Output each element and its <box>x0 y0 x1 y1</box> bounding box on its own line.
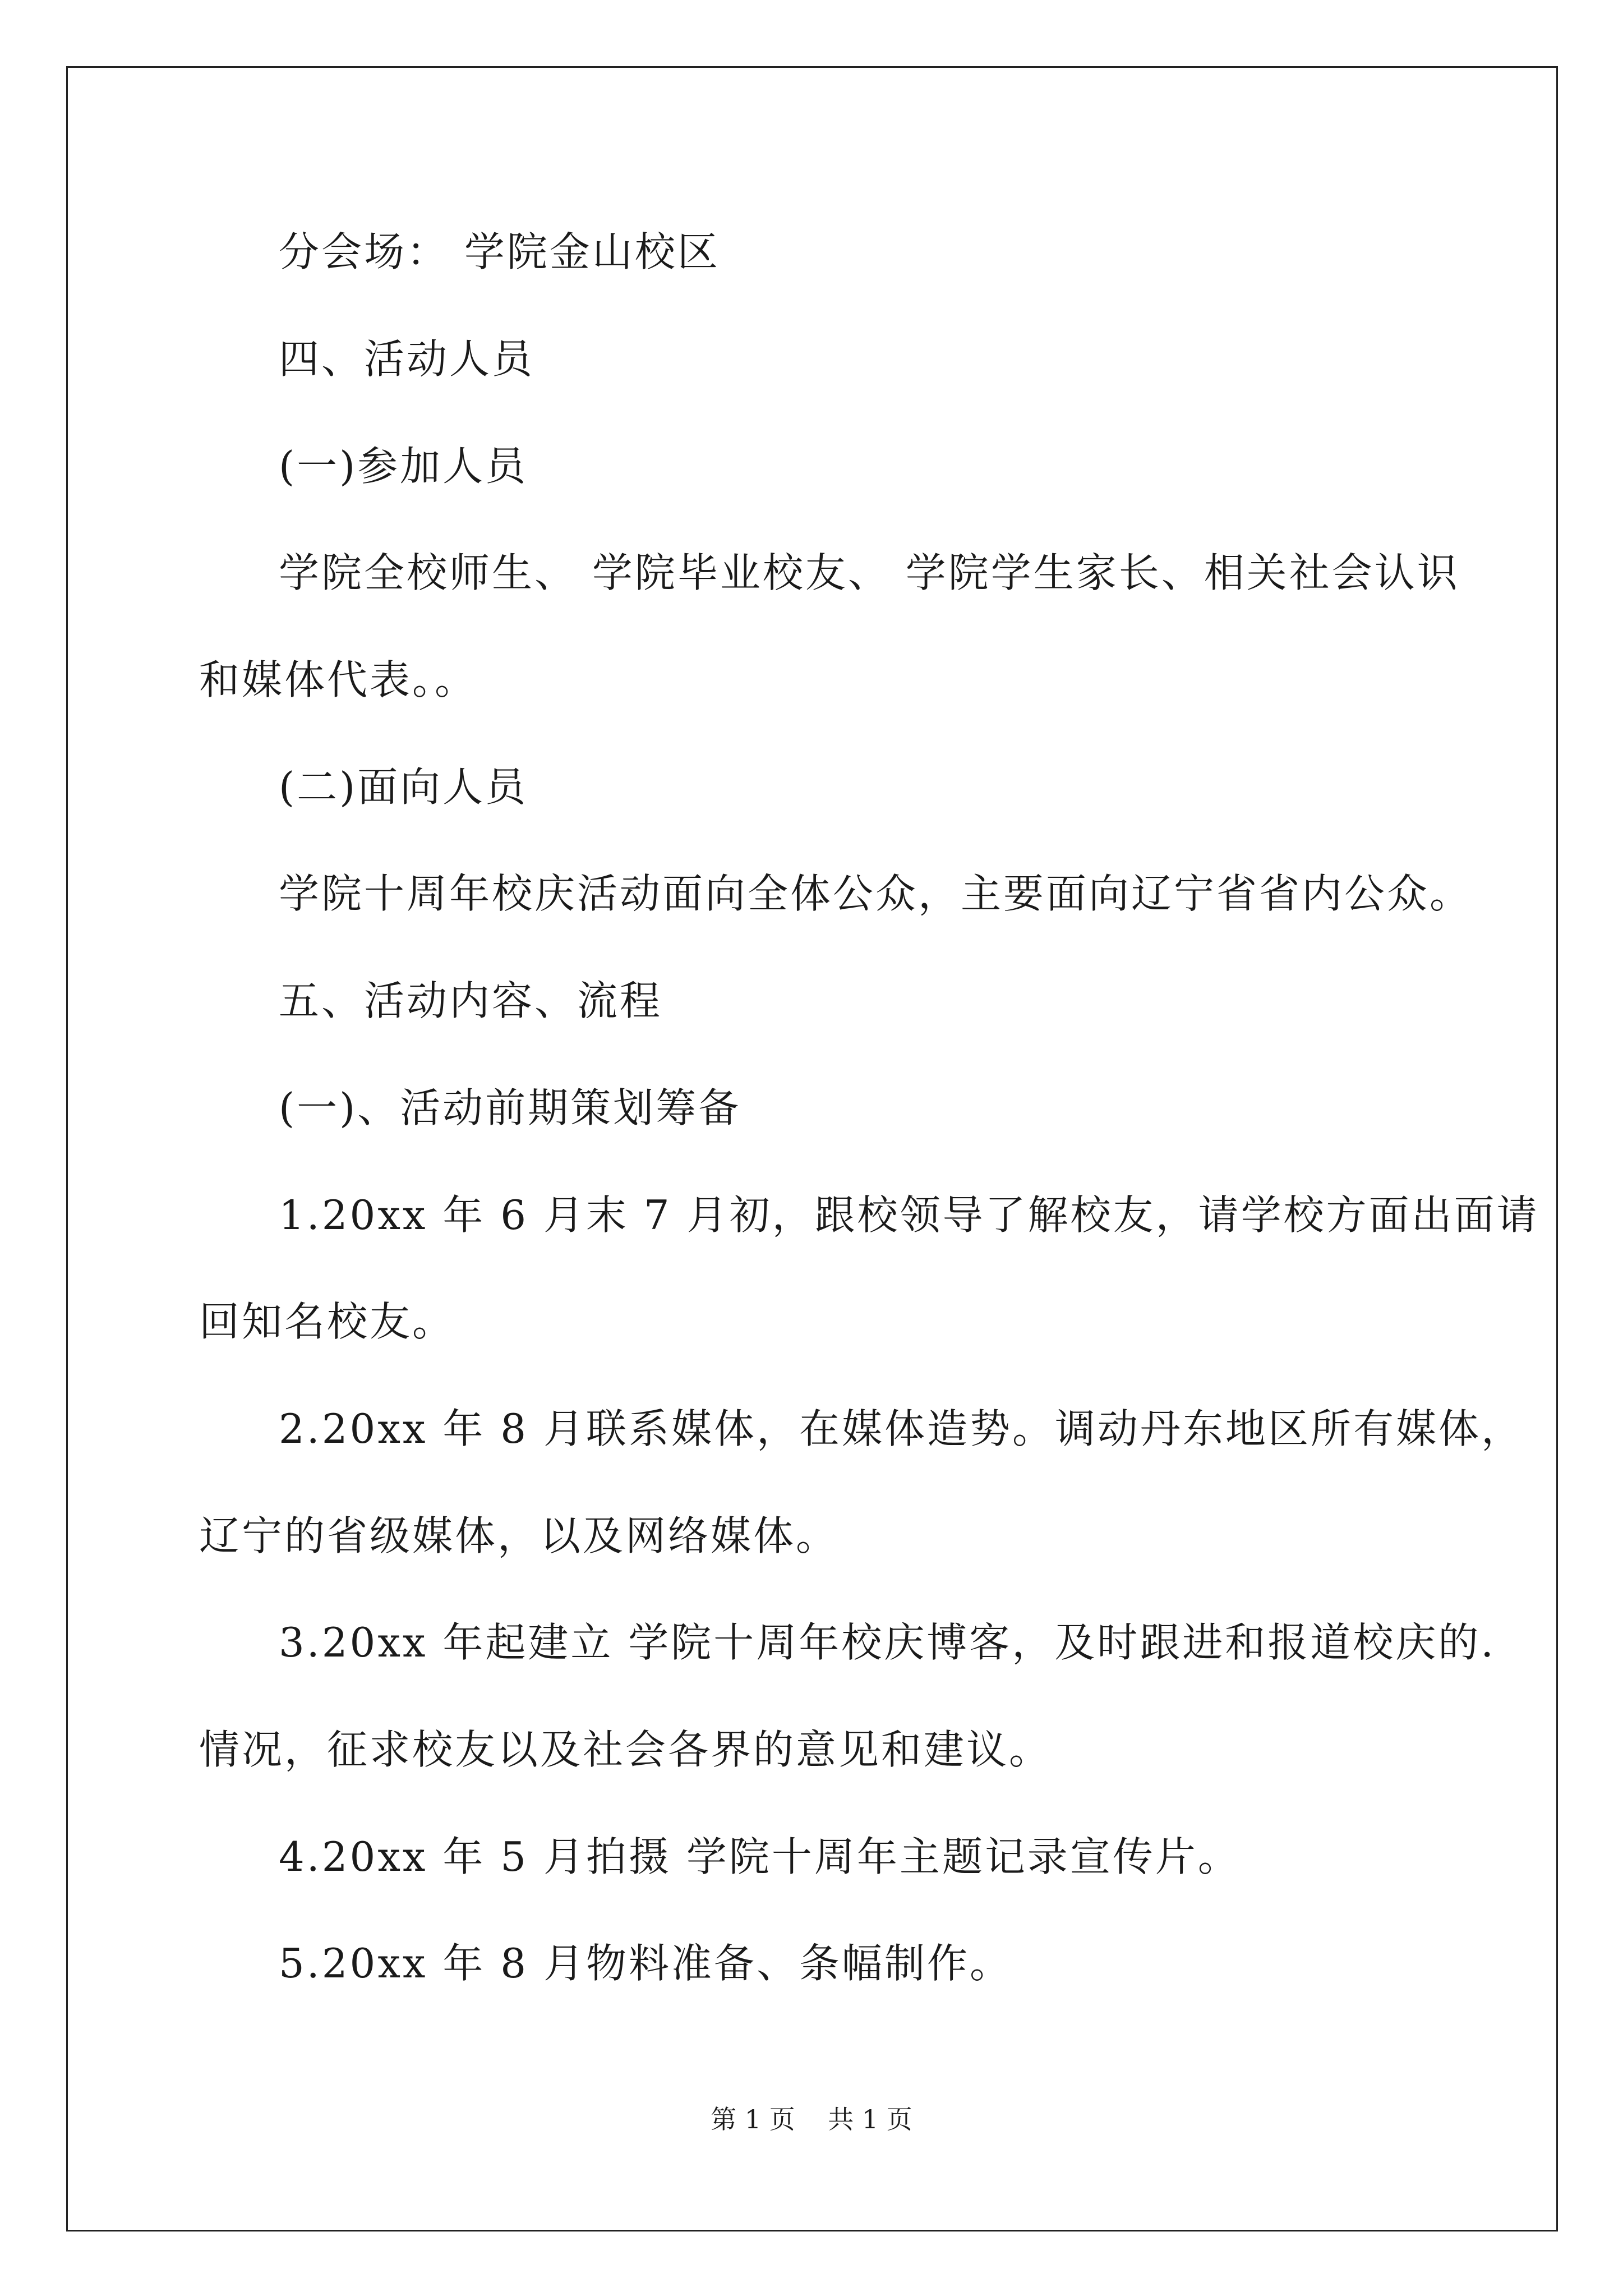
paragraph-attendees-line-2: 和媒体代表。。 <box>199 656 478 703</box>
page-footer <box>0 2106 1623 2132</box>
page-number: 第 1 页 <box>711 2104 795 2134</box>
list-item-2-line-1: 2.20xx 年 8 月联系媒体，在媒体造势。调动丹东地区所有媒体， <box>279 1405 1524 1452</box>
list-item-2-line-2: 辽宁的省级媒体，以及网络媒体。 <box>199 1512 839 1559</box>
paragraph-audience: 学院十周年校庆活动面向全体公众，主要面向辽宁省省内公众。 <box>279 870 1473 917</box>
page-border <box>66 66 1558 2231</box>
list-item-1-line-1: 1.20xx 年 6 月末 7 月初，跟校领导了解校友，请学校方面出面请 <box>279 1191 1539 1239</box>
total-pages: 共 1 页 <box>828 2104 912 2134</box>
text-line-venue: 分会场： 学院金山校区 <box>279 228 720 275</box>
heading-content-process-section: 五、活动内容、流程 <box>279 977 663 1024</box>
subheading-audience: (二)面向人员 <box>279 763 528 811</box>
list-item-3-line-1: 3.20xx 年起建立 学院十周年校庆博客，及时跟进和报道校庆的. <box>279 1619 1496 1666</box>
subheading-attendees: (一)参加人员 <box>279 443 528 490</box>
list-item-4: 4.20xx 年 5 月拍摄 学院十周年主题记录宣传片。 <box>279 1833 1241 1880</box>
list-item-5: 5.20xx 年 8 月物料准备、条幅制作。 <box>279 1940 1012 1987</box>
list-item-3-line-2: 情况，征求校友以及社会各界的意见和建议。 <box>199 1726 1052 1773</box>
subheading-preparation: (一)、活动前期策划筹备 <box>279 1084 741 1131</box>
list-item-1-line-2: 回知名校友。 <box>199 1298 455 1345</box>
paragraph-attendees-line-1: 学院全校师生、 学院毕业校友、 学院学生家长、相关社会认识 <box>279 549 1460 596</box>
heading-participants-section: 四、活动人员 <box>279 335 535 383</box>
